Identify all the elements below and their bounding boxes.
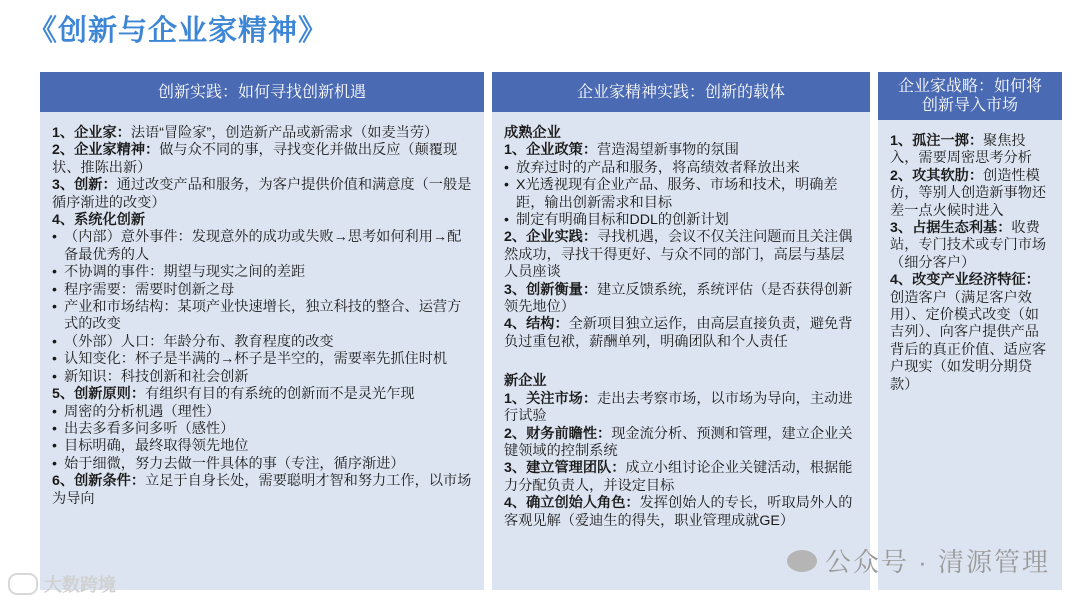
column-header (878, 72, 1062, 120)
section-heading: 成熟企业 (504, 125, 561, 141)
item-label: 1、孤注一掷： (890, 133, 984, 149)
item-text: 成立小组讨论企业关键活动，根据能力分配负责人，并设定目标 (504, 460, 853, 494)
bullet-item: • 出去多看多问多听（感性） (52, 421, 472, 438)
item-text: 通过改变产品和服务，为客户提供价值和满意度（一般是循序渐进的改变） (52, 177, 472, 211)
numbered-item (504, 282, 858, 317)
numbered-item (52, 386, 472, 403)
item-label: 1、企业家： (52, 125, 131, 141)
item-label: 3、建立管理团队： (504, 460, 626, 477)
page-title: 《创新与企业家精神》 (28, 15, 329, 47)
bullet-item: • 放弃过时的产品和服务，将高绩效者释放出来 (504, 160, 858, 177)
bullet-item: • 不协调的事件：期望与现实之间的差距 (52, 264, 472, 281)
bullet-item: • 周密的分析机遇（理性） (52, 404, 472, 421)
bullet-item: • 新知识：科技创新和社会创新 (52, 369, 472, 386)
item-text: 收费站，专门技术或专门市场（细分客户） (890, 220, 1047, 271)
bullet-item: • 目标明确，最终取得领先地位 (52, 438, 472, 455)
column-entrepreneurship-practice (492, 72, 870, 590)
item-label: 3、创新衡量： (504, 281, 598, 298)
numbered-item (52, 125, 472, 142)
item-text: 建立反馈系统，系统评估（是否获得创新领先地位） (504, 281, 853, 316)
bullet-item: • 始于细微，努力去做一件具体的事（专注，循序渐进） (52, 456, 472, 473)
item-label: 2、财务前瞻性： (504, 425, 612, 442)
wechat-icon (787, 550, 817, 572)
item-label: 5、创新原则： (52, 386, 146, 403)
numbered-item (52, 177, 472, 212)
item-label: 4、确立创始人角色： (504, 495, 640, 512)
watermark-right-text: 公众号 · 清源管理 (824, 547, 1050, 577)
item-label: 2、企业实践： (504, 229, 598, 246)
numbered-item (504, 316, 858, 351)
section-spacer (504, 351, 858, 373)
item-text: 创造性模仿，等别人创造新事物还差一点火候时进入 (890, 167, 1047, 219)
numbered-item (504, 460, 858, 495)
item-label: 4、系统化创新 (52, 212, 146, 229)
bullet-item: • （内部）意外事件：发现意外的成功或失败→思考如何利用→配备最优秀的人 (52, 229, 472, 264)
bullet-item: • 认知变化：杯子是半满的→杯子是半空的，需要率先抓住时机 (52, 351, 472, 368)
bullet-item: • 产业和市场结构：某项产业快速增长，独立科技的整合、运营方式的改变 (52, 299, 472, 334)
item-label: 1、关注市场： (504, 390, 598, 407)
item-label: 2、企业家精神： (52, 142, 160, 159)
column-entrepreneurial-strategy (878, 72, 1062, 590)
numbered-item (504, 229, 858, 281)
item-label: 1、企业政策： (504, 142, 598, 159)
column-header-text: 企业家战略：如何将创新导入市场 (897, 78, 1042, 114)
item-text: 做与众不同的事，寻找变化并做出反应（颠覆现状、推陈出新） (52, 142, 458, 176)
numbered-item (52, 212, 472, 229)
watermark-left-text: 大数跨境 (44, 575, 116, 595)
numbered-item (890, 272, 1050, 394)
item-label: 3、占据生态利基： (890, 220, 1012, 237)
section-heading: 新企业 (504, 373, 547, 390)
numbered-item (504, 495, 858, 530)
item-label: 6、创新条件： (52, 473, 146, 490)
item-text: 聚焦投入，需要周密思考分析 (890, 133, 1032, 167)
numbered-item (890, 220, 1050, 272)
bullet-item: • 制定有明确目标和DDL的创新计划 (504, 212, 858, 229)
item-label: 4、结构： (504, 316, 569, 333)
item-text: 走出去考察市场，以市场为导向，主动进行试验 (504, 390, 853, 425)
item-text: 营造渴望新事物的氛围 (597, 142, 739, 159)
numbered-item (52, 142, 472, 177)
item-label: 2、攻其软肋： (890, 167, 984, 184)
column-header: 企业家精神实践：创新的载体 (492, 72, 870, 112)
column-body (40, 112, 484, 508)
column-header: 创新实践：如何寻找创新机遇 (40, 72, 484, 112)
item-text: 现金流分析、预测和管理，建立企业关键领域的控制系统 (504, 425, 853, 459)
item-text: 立足于自身长处，需要聪明才智和努力工作，以市场为导向 (52, 473, 472, 507)
item-text: 有组织有目的有系统的创新而不是灵光乍现 (145, 386, 415, 403)
item-text: 法语“冒险家”，创造新产品或新需求（如麦当劳） (130, 125, 439, 141)
column-innovation-practice (40, 72, 484, 590)
numbered-item (890, 168, 1050, 220)
numbered-item (890, 133, 1050, 168)
watermark-right (787, 542, 1050, 579)
item-label: 4、改变产业经济特征： (890, 272, 1040, 289)
numbered-item (504, 142, 858, 159)
numbered-item (504, 426, 858, 461)
bullet-item: • X光透视现有企业产品、服务、市场和技术，明确差距，输出创新需求和目标 (504, 177, 858, 212)
item-text: 全新项目独立运作，由高层直接负责，避免背负过重包袱，薪酬单列，明确团队和个人责任 (504, 316, 853, 350)
bullet-item: • 程序需要：需要时创新之母 (52, 282, 472, 299)
column-body (492, 112, 870, 530)
bullet-item: • （外部）人口：年龄分布、教育程度的改变 (52, 334, 472, 351)
item-text: 寻找机遇，会议不仅关注问题而且关注偶然成功，寻找干得更好、与众不同的部门，高层与基层人员座谈 (504, 229, 853, 281)
column-body (878, 120, 1062, 394)
numbered-item (52, 473, 472, 508)
item-text: 创造客户（满足客户效用）、定价模式改变（如吉列）、向客户提供产品背后的真正价值、适应客户现实（如发明分期贷款） (890, 289, 1047, 393)
numbered-item (504, 391, 858, 426)
chat-bubble-icon (8, 573, 38, 595)
item-text: 发挥创始人的专长，听取局外人的客观见解（爱迪生的得失，职业管理成就GE） (504, 495, 853, 529)
watermark-left (8, 571, 116, 597)
item-label: 3、创新： (52, 177, 117, 194)
